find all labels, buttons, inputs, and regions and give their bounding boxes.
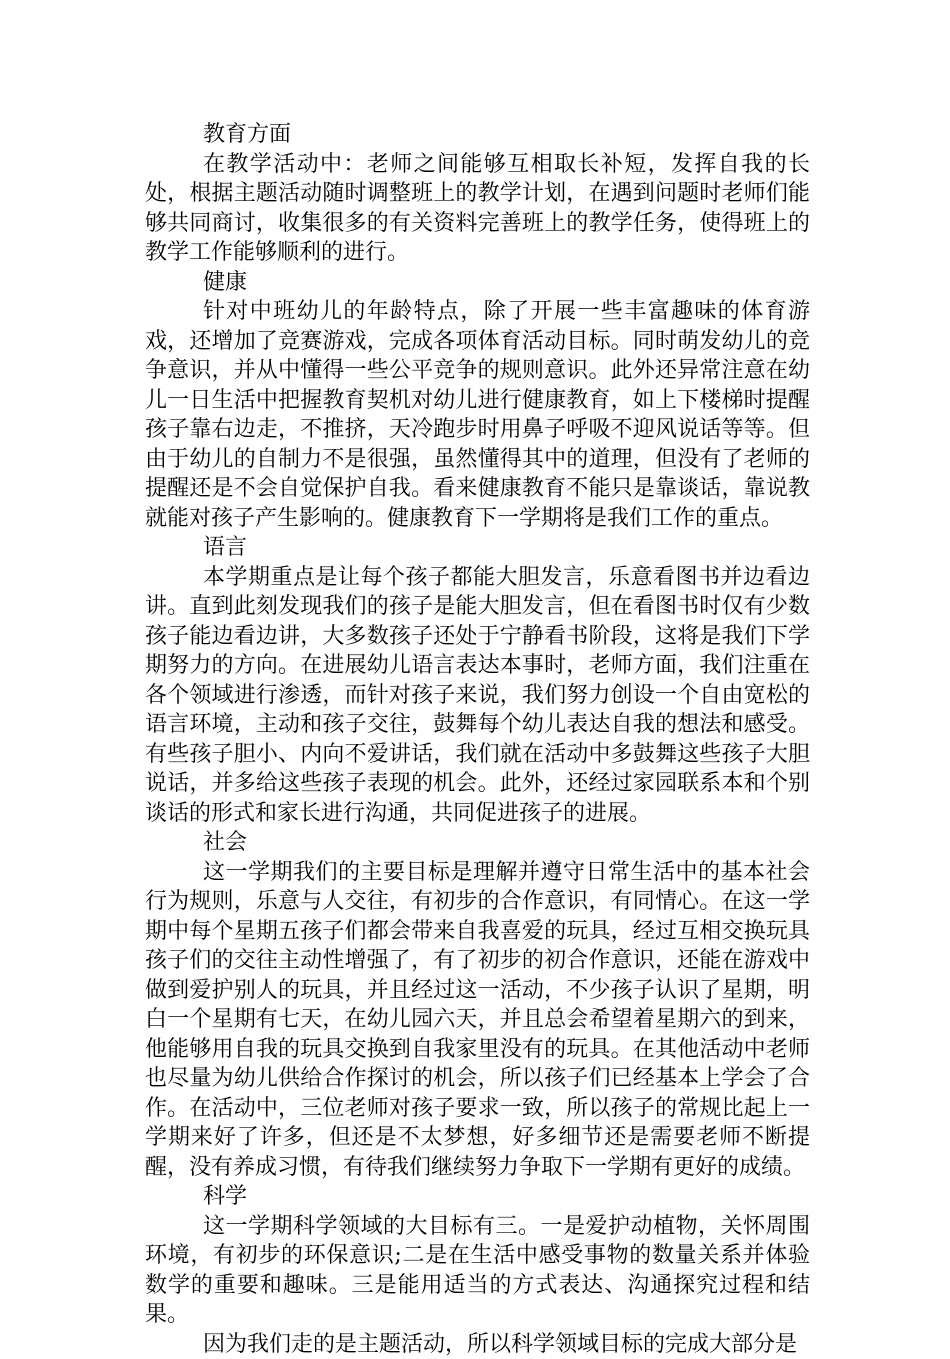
heading-society: 社会 — [145, 828, 810, 858]
paragraph-science-continued: 因为我们走的是主题活动，所以科学领域目标的完成大部分是 — [145, 1330, 810, 1359]
paragraph-education: 在教学活动中：老师之间能够互相取长补短，发挥自我的长处，根据主题活动随时调整班上的教学计划，在遇到问题时老师们能够共同商讨，收集很多的有关资料完善班上的教学任务，使得班上的教学工作能够顺利的进行。 — [145, 150, 810, 268]
heading-language: 语言 — [145, 533, 810, 563]
paragraph-health: 针对中班幼儿的年龄特点，除了开展一些丰富趣味的体育游戏，还增加了竞赛游戏，完成各项体育活动目标。同时萌发幼儿的竞争意识，并从中懂得一些公平竞争的规则意识。此外还异常注意在幼儿一日生活中把握教育契机对幼儿进行健康教育，如上下楼梯时提醒孩子靠右边走，不推挤，天冷跑步时用鼻子呼吸不迎风说话等等。但由于幼儿的自制力不是很强，虽然懂得其中的道理，但没有了老师的提醒还是不会自觉保护自我。看来健康教育不能只是靠谈话，靠说教就能对孩子产生影响的。健康教育下一学期将是我们工作的重点。 — [145, 297, 810, 533]
document-page — [145, 120, 810, 1359]
paragraph-language: 本学期重点是让每个孩子都能大胆发言，乐意看图书并边看边讲。直到此刻发现我们的孩子是能大胆发言，但在看图书时仅有少数孩子能边看边讲，大多数孩子还处于宁静看书阶段，这将是我们下学期努力的方向。在进展幼儿语言表达本事时，老师方面，我们注重在各个领域进行渗透，而针对孩子来说，我们努力创设一个自由宽松的语言环境，主动和孩子交往，鼓舞每个幼儿表达自我的想法和感受。有些孩子胆小、内向不爱讲话，我们就在活动中多鼓舞这些孩子大胆说话，并多给这些孩子表现的机会。此外，还经过家园联系本和个别谈话的形式和家长进行沟通，共同促进孩子的进展。 — [145, 563, 810, 829]
paragraph-society: 这一学期我们的主要目标是理解并遵守日常生活中的基本社会行为规则，乐意与人交往，有初步的合作意识，有同情心。在这一学期中每个星期五孩子们都会带来自我喜爱的玩具，经过互相交换玩具孩子们的交往主动性增强了，有了初步的初合作意识，还能在游戏中做到爱护别人的玩具，并且经过这一活动，不少孩子认识了星期，明白一个星期有七天，在幼儿园六天，并且总会希望着星期六的到来，他能够用自我的玩具交换到自我家里没有的玩具。在其他活动中老师也尽量为幼儿供给合作探讨的机会，所以孩子们已经基本上学会了合作。在活动中，三位老师对孩子要求一致，所以孩子的常规比起上一学期来好了许多，但还是不太梦想，好多细节还是需要老师不断提醒，没有养成习惯，有待我们继续努力争取下一学期有更好的成绩。 — [145, 858, 810, 1183]
heading-education: 教育方面 — [145, 120, 810, 150]
paragraph-science: 这一学期科学领域的大目标有三。一是爱护动植物，关怀周围环境，有初步的环保意识;二是在生活中感受事物的数量关系并体验数学的重要和趣味。三是能用适当的方式表达、沟通探究过程和结果。 — [145, 1212, 810, 1330]
heading-health: 健康 — [145, 268, 810, 298]
heading-science: 科学 — [145, 1182, 810, 1212]
